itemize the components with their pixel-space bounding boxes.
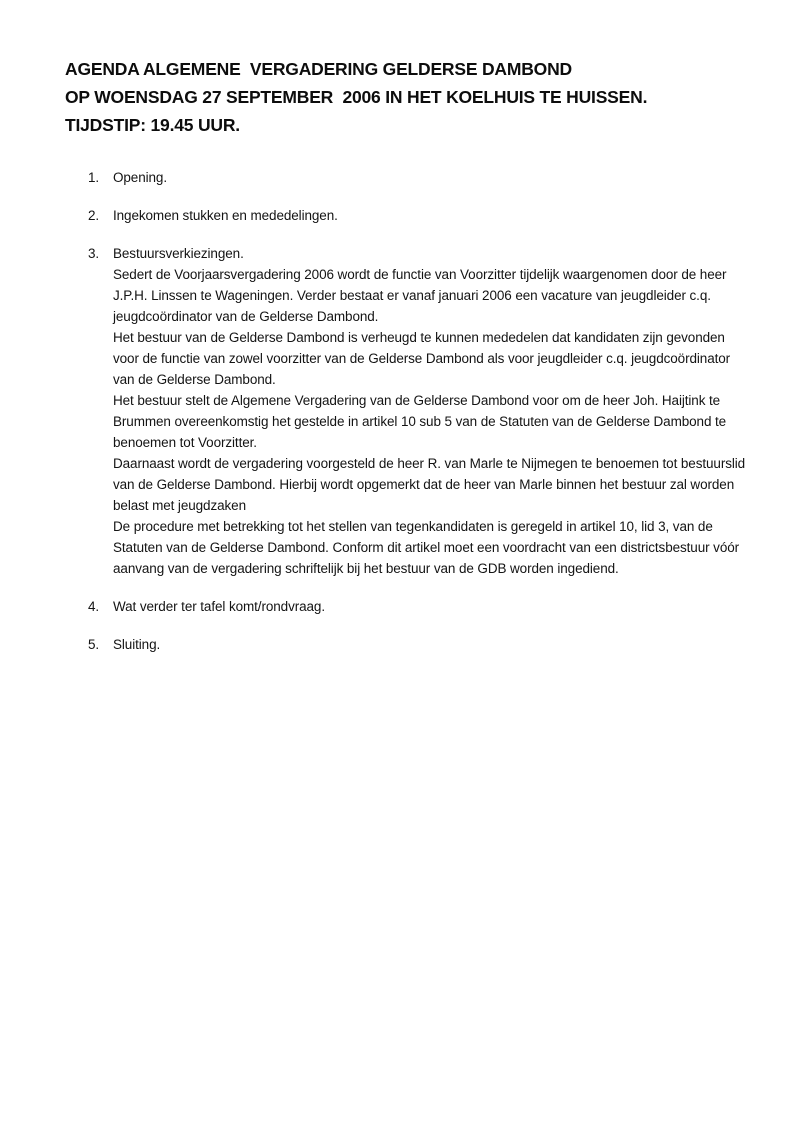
item-number: 3.	[88, 246, 100, 261]
item-paragraph-5: De procedure met betrekking tot het stellen van tegenkandidaten is geregeld in artikel 10, lid 3, van de Statuten van de Gelderse Dambond. Conform dit artikel moet een voordracht van een districtsbestuur vóór aanvang van de vergadering schriftelijk bij het bestuur van de GDB worden ingediend.	[113, 519, 740, 576]
title-line-3: TIJDSTIP: 19.45 UUR.	[65, 115, 240, 135]
item-text: Sluiting.	[113, 637, 161, 652]
item-text: Opening.	[113, 170, 167, 185]
item-number: 5.	[88, 637, 100, 652]
item-number: 4.	[88, 599, 100, 614]
agenda-item-3	[88, 243, 753, 579]
item-paragraph-1: Sedert de Voorjaarsvergadering 2006 wordt de functie van Voorzitter tijdelijk waargenomen door de heer J.P.H. Linssen te Wageningen. Verder bestaat er vanaf januari 2006 een vacature van jeugdleider c.q. jeugdcoördinator van de Gelderse Dambond.	[113, 267, 727, 324]
agenda-item-4	[88, 596, 753, 617]
item-paragraph-4: Daarnaast wordt de vergadering voorgesteld de heer R. van Marle te Nijmegen te benoemen tot bestuurslid van de Gelderse Dambond. Hierbij wordt opgemerkt dat de heer van Marle binnen het bestuur zal worden belast met jeugdzaken	[113, 456, 746, 513]
item-text: Ingekomen stukken en mededelingen.	[113, 208, 338, 223]
item-number: 1.	[88, 170, 100, 185]
agenda-list	[88, 167, 753, 655]
item-paragraph-3: Het bestuur stelt de Algemene Vergadering van de Gelderse Dambond voor om de heer Joh. Haijtink te Brummen overeenkomstig het gestelde in artikel 10 sub 5 van de Statuten van de Gelderse Dambond te benoemen tot Voorzitter.	[113, 393, 727, 450]
item-text: Wat verder ter tafel komt/rondvraag.	[113, 599, 325, 614]
item-text: Bestuursverkiezingen.	[113, 246, 244, 261]
item-number: 2.	[88, 208, 100, 223]
document-title	[65, 55, 745, 139]
item-paragraph-2: Het bestuur van de Gelderse Dambond is verheugd te kunnen mededelen dat kandidaten zijn gevonden voor de functie van zowel voorzitter van de Gelderse Dambond als voor jeugdleider c.q. jeugdcoördinator van de Gelderse Dambond.	[113, 330, 731, 387]
agenda-item-1	[88, 167, 753, 188]
title-line-1: AGENDA ALGEMENE VERGADERING GELDERSE DAMBOND	[65, 59, 572, 79]
agenda-item-2	[88, 205, 753, 226]
agenda-item-5	[88, 634, 753, 655]
title-line-2: OP WOENSDAG 27 SEPTEMBER 2006 IN HET KOELHUIS TE HUISSEN.	[65, 87, 648, 107]
